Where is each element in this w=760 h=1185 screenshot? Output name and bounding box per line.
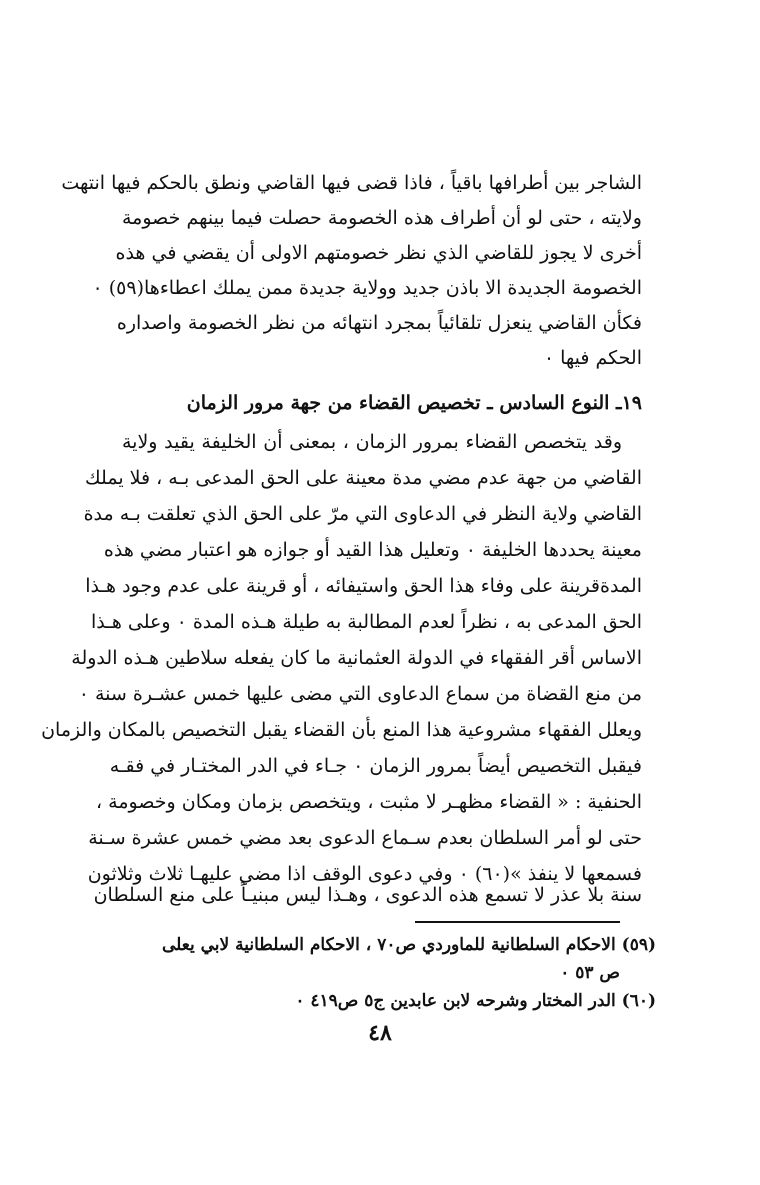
paragraph-line: حتى لو أمر السلطان بعدم سـماع الدعوى بعد مضي خمس عشرة سـنة <box>88 827 642 849</box>
paragraph-line: من منع القضاة من سماع الدعاوى التي مضى عليها خمس عشـرة سنة ٠ <box>78 683 642 705</box>
paragraph-line: القاضي ولاية النظر في الدعاوى التي مرّ على الحق الذي تعلقت بـه مدة <box>83 503 642 525</box>
paragraph-line: سنة بلا عذر لا تسمع هذه الدعوى ، وهـذا ليس مبنيـاً على منع السلطان <box>93 884 642 906</box>
footnote: (٦٠) الدر المختار وشرحه لابن عابدين ج٥ ص٤١٩ ٠ <box>295 991 656 1011</box>
paragraph-line: ويعلل الفقهاء مشروعية هذا المنع بأن القضاء يقبل التخصيص بالمكان والزمان <box>41 719 642 741</box>
page-number: ٤٨ <box>368 1020 392 1046</box>
paragraph-line: المدةقرينة على وفاء هذا الحق واستيفائه ، أو قرينة على عدم وجود هـذا <box>85 575 642 597</box>
footnote-separator <box>415 921 620 923</box>
paragraph-line: الاساس أقر الفقهاء في الدولة العثمانية ما كان يفعله سلاطين هـذه الدولة <box>71 647 642 669</box>
body-line: فكأن القاضي ينعزل تلقائياً بمجرد انتهائه من نظر الخصومة واصداره <box>116 312 642 334</box>
body-line: ولايته ، حتى لو أن أطراف هذه الخصومة حصلت فيما بينهم خصومة <box>122 207 642 229</box>
body-line: الشاجر بين أطرافها باقياً ، فاذا قضى فيها القاضي ونطق بالحكم فيها انتهت <box>61 172 642 194</box>
paragraph-line: فسمعها لا ينفذ »(٦٠) ٠ وفي دعوى الوقف اذا مضي عليهـا ثلاث وثلاثون <box>87 863 642 885</box>
section-heading: ١٩ـ النوع السادس ـ تخصيص القضاء من جهة مرور الزمان <box>186 392 642 414</box>
paragraph-line: الحنفية : « القضاء مظهـر لا مثبت ، ويتخصص بزمان ومكان وخصومة ، <box>95 791 642 813</box>
paragraph-line: معينة يحددها الخليفة ٠ وتعليل هذا القيد أو جوازه هو اعتبار مضي هذه <box>103 539 642 561</box>
paragraph-line: القاضي من جهة عدم مضي مدة معينة على الحق المدعى بـه ، فلا يملك <box>85 467 642 489</box>
paragraph-line: فيقبل التخصيص أيضاً بمرور الزمان ٠ جـاء في الدر المختـار في فقـه <box>109 755 642 777</box>
paragraph-line: الحق المدعى به ، نظراً لعدم المطالبة به طيلة هـذه المدة ٠ وعلى هـذا <box>91 611 642 633</box>
body-line: أخرى لا يجوز للقاضي الذي نظر خصومتهم الاولى أن يقضي في هذه <box>115 242 642 264</box>
footnote: (٥٩) الاحكام السلطانية للماوردي ص٧٠ ، الاحكام السلطانية لابي يعلى <box>161 935 656 955</box>
footnote-continuation: ص ٥٣ ٠ <box>560 963 620 983</box>
paragraph-line: وقد يتخصص القضاء بمرور الزمان ، بمعنى أن الخليفة يقيد ولاية <box>122 431 622 453</box>
body-line: الخصومة الجديدة الا باذن جديد وولاية جديدة ممن يملك اعطاءها(٥٩) ٠ <box>92 277 642 299</box>
body-line: الحكم فيها ٠ <box>543 347 642 369</box>
